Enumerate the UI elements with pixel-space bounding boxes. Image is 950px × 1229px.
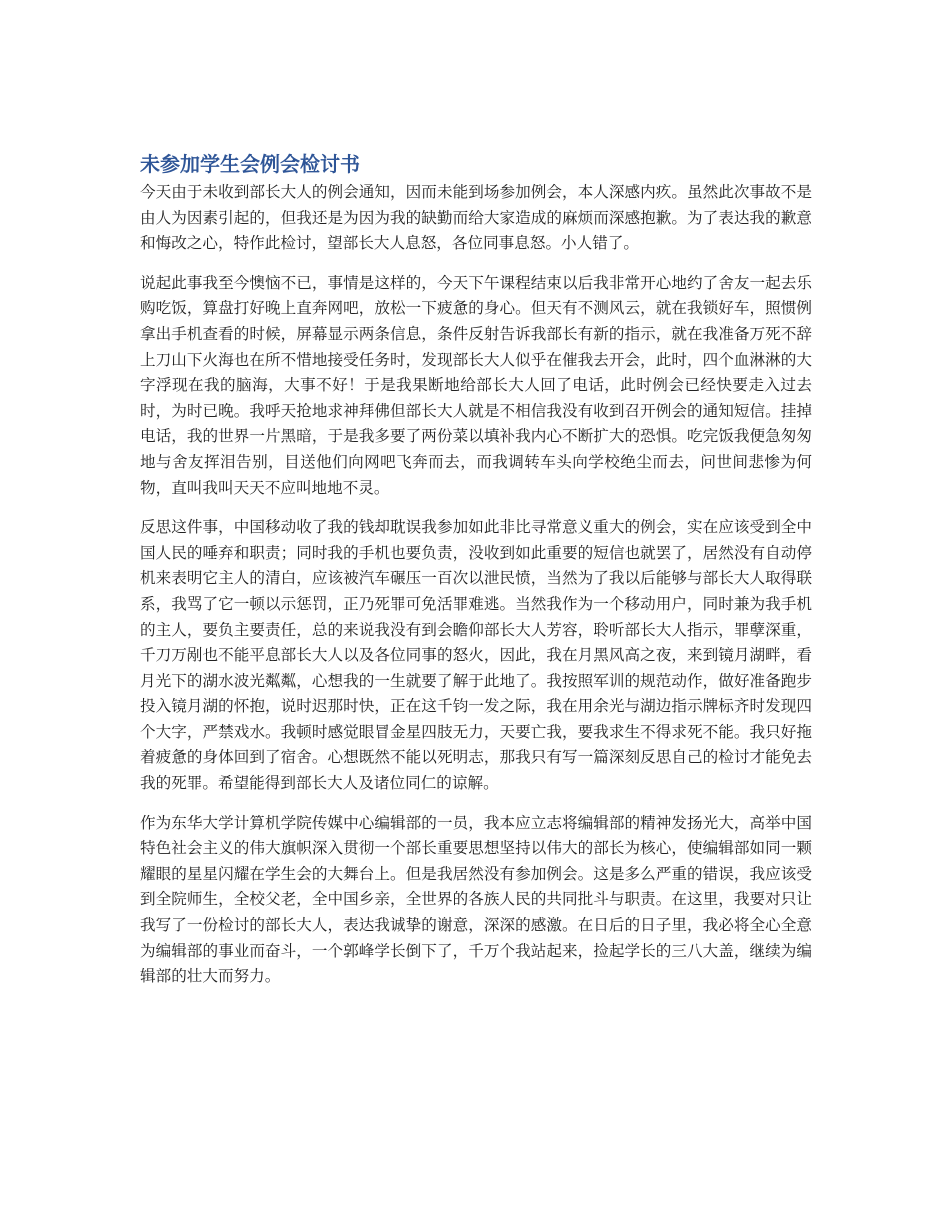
document-title: 未参加学生会例会检讨书 <box>140 152 360 176</box>
paragraph-4: 作为东华大学计算机学院传媒中心编辑部的一员，我本应立志将编辑部的精神发扬光大，高举中国特色社会主义的伟大旗帜深入贯彻一个部长重要思想坚持以伟大的部长为核心，使编辑部如同一颗耀眼的星星闪耀在学生会的大舞台上。但是我居然没有参加例会。这是多么严重的错误，我应该受到全院师生，全校父老，全中国乡亲，全世界的各族人民的共同批斗与职责。在这里，我要对只让我写了一份检讨的部长大人，表达我诚挚的谢意，深深的感激。在日后的日子里，我必将全心全意为编辑部的事业而奋斗，一个郭峰学长倒下了，千万个我站起来，捡起学长的三八大盖，继续为编辑部的壮大而努力。 <box>140 813 812 986</box>
paragraph-2: 说起此事我至今懊恼不已，事情是这样的，今天下午课程结束以后我非常开心地约了舍友一起去乐购吃饭，算盘打好晚上直奔网吧，放松一下疲惫的身心。但天有不测风云，就在我锁好车，照惯例拿出手机查看的时候，屏幕显示两条信息，条件反射告诉我部长有新的指示，就在我准备万死不辞上刀山下火海也在所不惜地接受任务时，发现部长大人似乎在催我去开会，此时，四个血淋淋的大字浮现在我的脑海，大事不好！于是我果断地给部长大人回了电话，此时例会已经快要走入过去时，为时已晚。我呼天抢地求神拜佛但部长大人就是不相信我没有收到召开例会的通知短信。挂掉电话，我的世界一片黑暗，于是我多要了两份菜以填补我内心不断扩大的恐惧。吃完饭我便急匆匆地与舍友挥泪告别，目送他们向网吧飞奔而去，而我调转车头向学校绝尘而去，问世间悲惨为何物，直叫我叫天天不应叫地地不灵。 <box>140 273 812 497</box>
paragraph-3: 反思这件事，中国移动收了我的钱却耽误我参加如此非比寻常意义重大的例会，实在应该受到全中国人民的唾弃和职责；同时我的手机也要负责，没收到如此重要的短信也就罢了，居然没有自动停机来表明它主人的清白，应该被汽车碾压一百次以泄民愤，当然为了我以后能够与部长大人取得联系，我骂了它一顿以示惩罚，正乃死罪可免活罪难逃。当然我作为一个移动用户，同时兼为我手机的主人，要负主要责任，总的来说我没有到会瞻仰部长大人芳容，聆听部长大人指示，罪孽深重，千刀万剐也不能平息部长大人以及各位同事的怒火，因此，我在月黑风高之夜，来到镜月湖畔，看月光下的湖水波光粼粼，心想我的一生就要了解于此地了。我按照军训的规范动作，做好准备跑步投入镜月湖的怀抱，说时迟那时快，正在这千钧一发之际，我在用余光与湖边指示牌标齐时发现四个大字，严禁戏水。我顿时感觉眼冒金星四肢无力，天要亡我，要我求生不得求死不能。我只好拖着疲惫的身体回到了宿舍。心想既然不能以死明志，那我只有写一篇深刻反思自己的检讨才能免去我的死罪。希望能得到部长大人及诸位同仁的谅解。 <box>140 518 812 793</box>
paragraph-1: 今天由于未收到部长大人的例会通知，因而未能到场参加例会，本人深感内疚。虽然此次事故不是由人为因素引起的，但我还是为因为我的缺勤而给大家造成的麻烦而深感抱歉。为了表达我的歉意和悔改之心，特作此检讨，望部长大人息怒，各位同事息怒。小人错了。 <box>140 183 812 253</box>
document-body <box>140 150 812 1004</box>
